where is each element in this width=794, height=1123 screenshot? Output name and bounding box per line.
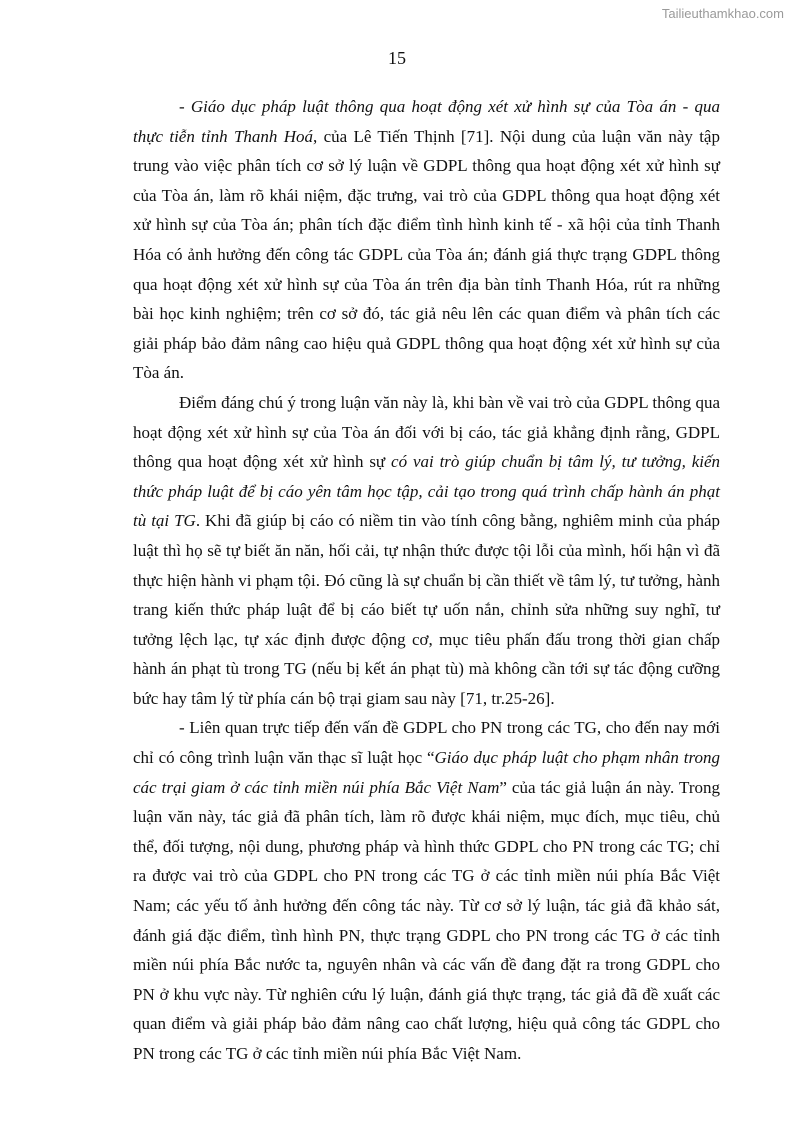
paragraph-text: Điểm đáng chú ý trong luận văn này là, khi bàn về vai trò của GDPL thông qua hoạt động xét xử hình sự của Tòa án đối với bị cáo, tác giả khẳng định rằng, GDPL thông qua hoạt động xét xử hình sự (133, 392, 720, 472)
thesis-title-italic: Giáo dục pháp luật cho phạm nhân trong các trại giam ở các tỉnh miền núi phía Bắc Việt Nam (133, 748, 720, 797)
paragraph-1 (133, 92, 720, 388)
paragraph-3 (133, 713, 720, 1068)
document-body (133, 92, 720, 1069)
watermark: Tailieuthamkhao.com (661, 6, 784, 21)
paragraph-text: . Khi đã giúp bị cáo có niềm tin vào tính công bằng, nghiêm minh của pháp luật thì họ sẽ tự biết ăn năn, hối cải, tự nhận thức được tội lỗi của mình, hối hận vì đã thực hiện hành vi phạm tội. Đó cũng là sự chuẩn bị cần thiết về tâm lý, tư tưởng, hành trang kiến thức pháp luật để bị cáo biết tự uốn nắn, chỉnh sửa những suy nghĩ, tư tưởng lệch lạc, tự xác định được động cơ, mục tiêu phấn đấu trong thời gian chấp hành án phạt tù trong TG (nếu bị kết án phạt tù) mà không cần tới sự tác động cưỡng bức hay tâm lý từ phía cán bộ trại giam sau này [71, tr.25-26]. (133, 511, 720, 708)
quoted-italic-text: có vai trò giúp chuẩn bị tâm lý, tư tưởng, kiến thức pháp luật để bị cáo yên tâm học tập, cải tạo trong quá trình chấp hành án phạt tù tại TG (133, 452, 721, 531)
paragraph-text: ” của tác giả luận án này. Trong luận văn này, tác giả đã phân tích, làm rõ được khái niệm, mục đích, mục tiêu, chủ thể, đối tượng, nội dung, phương pháp và hình thức GDPL cho PN trong các TG; chỉ ra được vai trò của GDPL cho PN trong các TG ở các tỉnh miền núi phía Bắc Việt Nam; các yếu tố ảnh hưởng đến công tác này. Từ cơ sở lý luận, tác giả đã khảo sát, đánh giá đặc điểm, tình hình PN, thực trạng GDPL cho PN trong các TG ở các tỉnh miền núi phía Bắc nước ta, nguyên nhân và các vấn đề đang đặt ra trong GDPL cho PN ở khu vực này. Từ nghiên cứu lý luận, đánh giá thực trạng, tác giả đã đề xuất các quan điểm và giải pháp bảo đảm nâng cao chất lượng, hiệu quả công tác GDPL cho PN trong các TG ở các tỉnh miền núi phía Bắc Việt Nam. (133, 777, 720, 1063)
paragraph-text: - Liên quan trực tiếp đến vấn đề GDPL cho PN trong các TG, cho đến nay mới chỉ có công trình luận văn thạc sĩ luật học “ (133, 718, 720, 768)
paragraph-text: , của Lê Tiến Thịnh [71]. Nội dung của luận văn này tập trung vào việc phân tích cơ sở lý luận về GDPL thông qua hoạt động xét xử hình sự của Tòa án, làm rõ khái niệm, đặc trưng, vai trò của GDPL thông qua hoạt động xét xử hình sự của Tòa án; phân tích đặc điểm tình hình kinh tế - xã hội của tỉnh Thanh Hóa có ảnh hưởng đến công tác GDPL của Tòa án; đánh giá thực trạng GDPL thông qua hoạt động xét xử hình sự của Tòa án trên địa bàn tỉnh Thanh Hóa, rút ra những bài học kinh nghiệm; trên cơ sở đó, tác giả nêu lên các quan điểm và phân tích các giải pháp bảo đảm nâng cao hiệu quả GDPL thông qua hoạt động xét xử hình sự của Tòa án. (133, 126, 720, 383)
paragraph-2 (133, 388, 720, 714)
page-number: 15 (388, 48, 406, 68)
thesis-title-italic: - Giáo dục pháp luật thông qua hoạt động xét xử hình sự của Tòa án - qua thực tiễn tỉnh Thanh Hoá (133, 97, 720, 146)
